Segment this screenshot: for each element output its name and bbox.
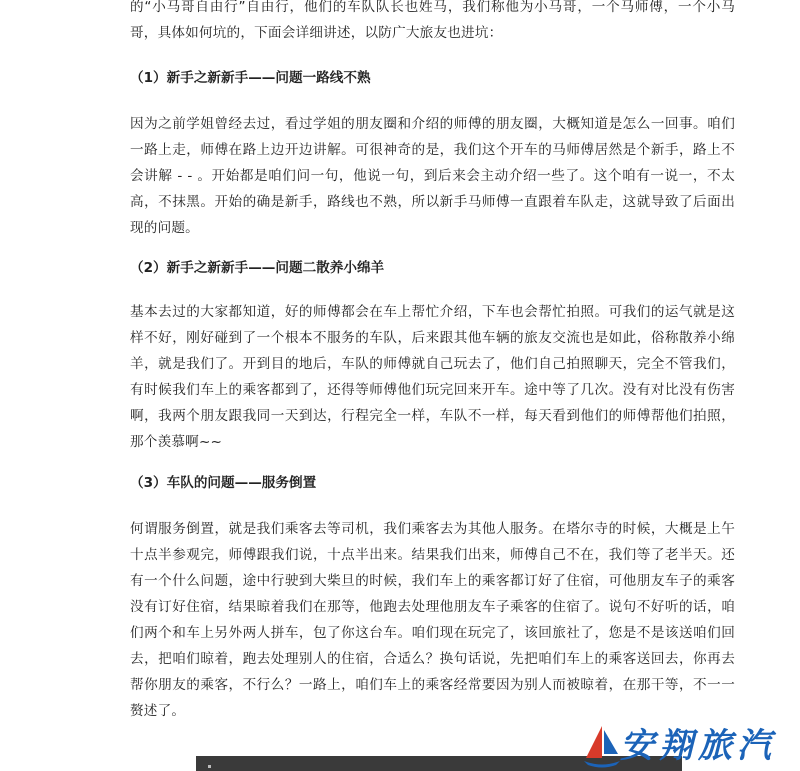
section-3-heading: （3）车队的问题——服务倒置 [130,475,317,491]
section-3-paragraph: 何谓服务倒置，就是我们乘客去等司机，我们乘客去为其他人服务。在塔尔寺的时候，大概是上午十点半参观完，师傅跟我们说，十点半出来。结果我们出来，师傅自己不在，我们等了老半天。还有一个什么问题，途中行驶到大柴旦的时候，我们车上的乘客都订好了住宿，可他朋友车子的乘客没有订好住宿，结果晾着我们在那等，他跑去处理他朋友车子乘客的住宿了。说句不好听的话，咱们两个和车上另外两人拼车，包了你这台车。咱们现在玩完了，该回旅社了，您是不是该送咱们回去，把咱们晾着，跑去处理别人的住宿，合适么？换句话说，先把咱们车上的乘客送回去，你再去帮你朋友的乘客，不行么？一路上，咱们车上的乘客经常要因为别人而被晾着，在那干等，不一一赘述了。 [130,521,735,719]
strip-marker [208,765,211,768]
intro-paragraph: 的“小马哥自由行”自由行，他们的车队队长也姓马，我们称他为小马哥，一个马师傅，一个小马哥，具体如何坑的，下面会详细讲述，以防广大旅友也进坑： [130,0,735,41]
section-2-paragraph: 基本去过的大家都知道，好的师傅都会在车上帮忙介绍，下车也会帮忙拍照。可我们的运气就是这样不好，刚好碰到了一个根本不服务的车队，后来跟其他车辆的旅友交流也是如此，俗称散养小绵羊，就是我们了。开到目的地后，车队的师傅就自己玩去了，他们自己拍照聊天，完全不管我们，有时候我们车上的乘客都到了，还得等师傅他们玩完回来开车。途中等了几次。没有对比没有伤害啊，我两个朋友跟我同一天到达，行程完全一样，车队不一样，每天看到他们的师傅帮他们拍照，那个羡慕啊~~ [130,304,735,450]
section-1-heading: （1）新手之新新手——问题一路线不熟 [130,70,371,86]
watermark-text: 安翔旅汽 [620,726,776,766]
section-1-paragraph: 因为之前学姐曾经去过，看过学姐的朋友圈和介绍的师傅的朋友圈，大概知道是怎么一回事。咱们一路上走，师傅在路上边开边讲解。可很神奇的是，我们这个开车的马师傅居然是个新手，路上不会讲解 - - 。开始都是咱们问一句，他说一句，到后来会主动介绍一些了。这个咱有一说一，不太高，不抹黑。开始的确是新手，路线也不熟，所以新手马师傅一直跟着车队走，这就导致了后面出现的问题。 [130,116,735,236]
watermark-logo [582,722,794,768]
sail-boat-icon [582,724,622,768]
section-2-heading: （2）新手之新新手——问题二散养小绵羊 [130,260,385,276]
